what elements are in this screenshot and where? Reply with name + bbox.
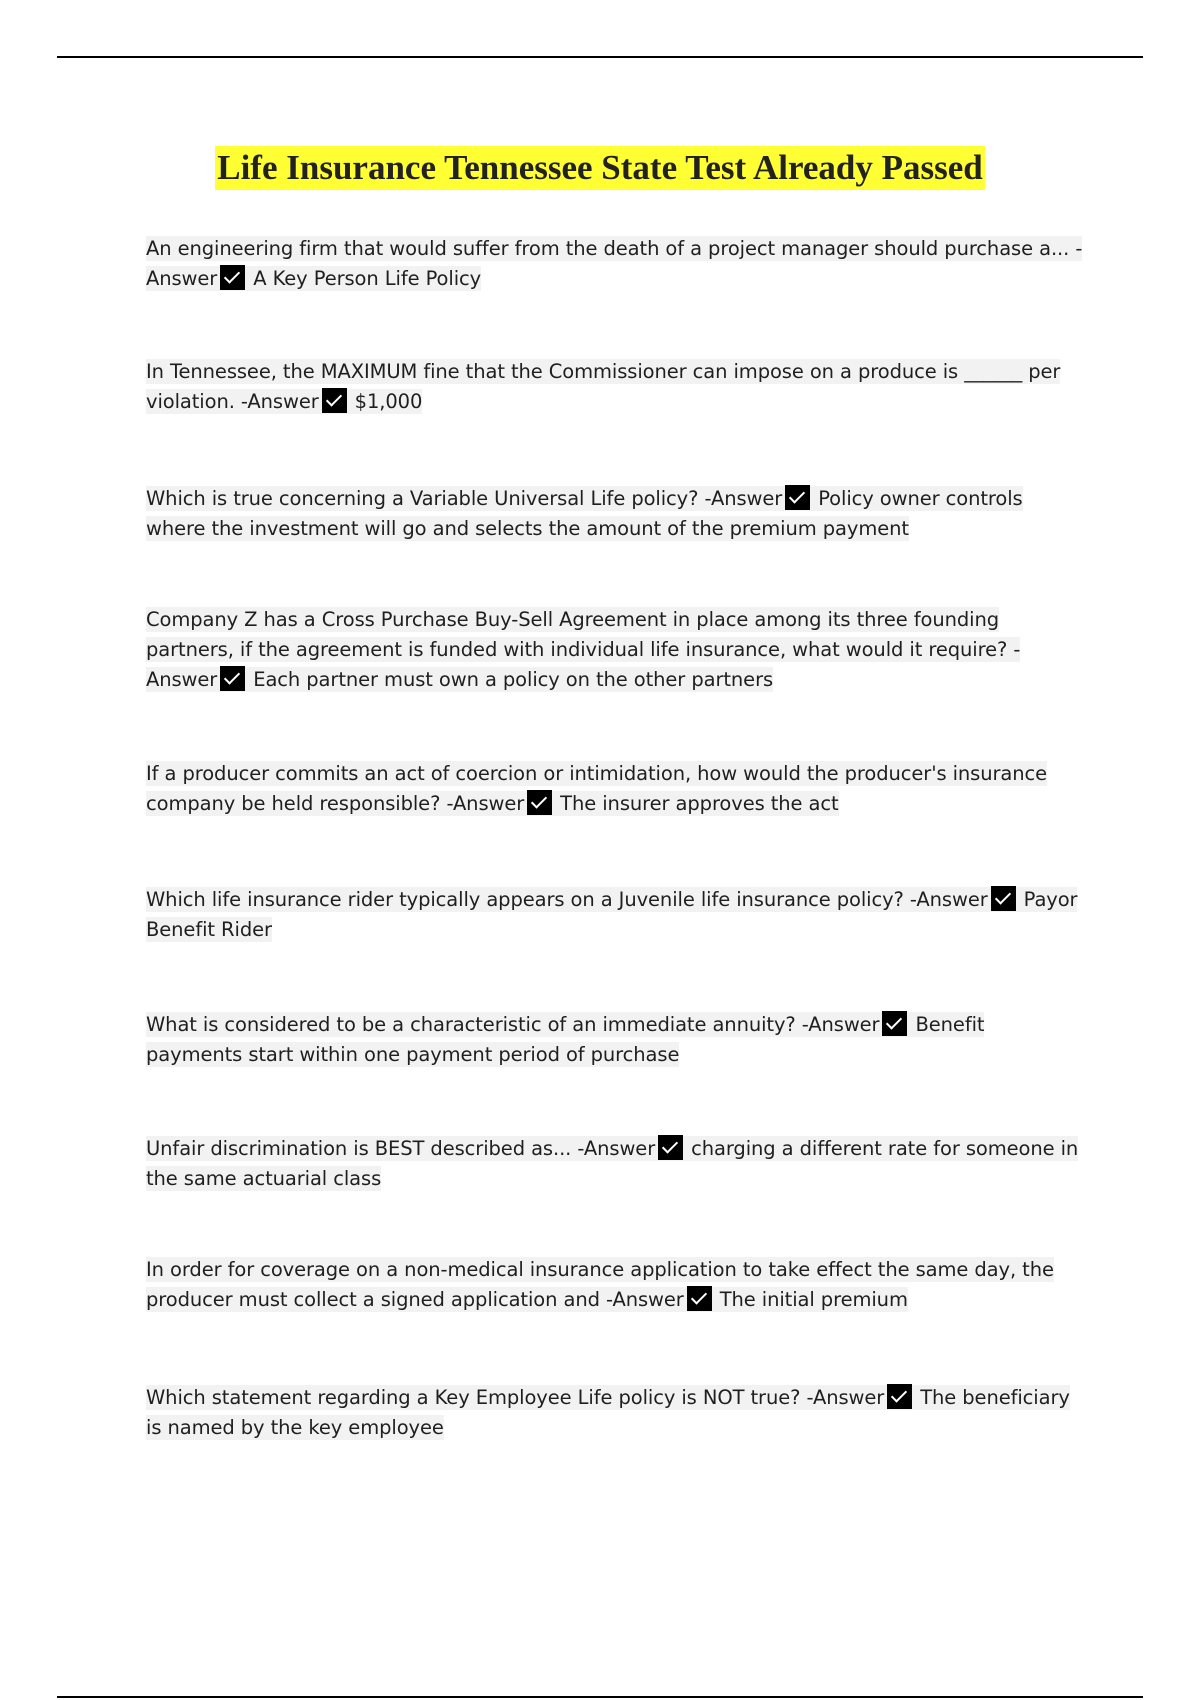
qa-item-4 [146,605,1086,695]
question-text: Which statement regarding a Key Employee Life policy is NOT true? [146,1386,801,1409]
qa-item-5 [146,759,1086,819]
answer-marker: -Answer [909,888,988,911]
question-text: Which is true concerning a Variable Universal Life policy? [146,487,699,510]
checkmark-icon [322,388,347,413]
qa-item-9 [146,1255,1086,1315]
answer-text: charging a different rate for someone in the same actuarial class [146,1137,1079,1190]
checkmark-icon [220,265,245,290]
answer-text: $1,000 [354,390,423,413]
answer-marker: -Answer [146,237,1083,290]
qa-item-1 [146,234,1086,294]
question-text: What is considered to be a characteristic of an immediate annuity? [146,1013,796,1036]
answer-text: Policy owner controls where the investment will go and selects the amount of the premium payment [146,487,1023,540]
checkmark-icon [887,1384,912,1409]
checkmark-icon [658,1135,683,1160]
answer-text: Benefit payments start within one payment period of purchase [146,1013,985,1066]
checkmark-icon [882,1011,907,1036]
checkmark-icon [687,1286,712,1311]
question-text: An engineering firm that would suffer from the death of a project manager should purchase a... [146,237,1070,260]
answer-text: The insurer approves the act [560,792,839,815]
bottom-divider [57,1696,1143,1698]
answer-text: A Key Person Life Policy [253,267,482,290]
answer-marker: -Answer [605,1288,684,1311]
question-text: Which life insurance rider typically appears on a Juvenile life insurance policy? [146,888,904,911]
qa-item-3 [146,484,1086,544]
qa-item-8 [146,1134,1086,1194]
question-text: In Tennessee, the MAXIMUM fine that the Commissioner can impose on a produce is ______ per violation. [146,360,1061,413]
qa-item-2 [146,357,1086,417]
top-divider [57,56,1143,58]
checkmark-icon [785,485,810,510]
answer-text: Each partner must own a policy on the other partners [253,668,774,691]
checkmark-icon [991,886,1016,911]
checkmark-icon [527,790,552,815]
answer-marker: -Answer [446,792,525,815]
answer-marker: -Answer [704,487,783,510]
answer-text: Payor Benefit Rider [146,888,1078,941]
answer-marker: -Answer [577,1137,656,1160]
question-text: Unfair discrimination is BEST described as... [146,1137,572,1160]
title-container [0,146,1200,190]
question-text: If a producer commits an act of coercion or intimidation, how would the producer's insurance company be held responsible? [146,762,1048,815]
checkmark-icon [220,666,245,691]
question-text: Company Z has a Cross Purchase Buy-Sell Agreement in place among its three founding partners, if the agreement is funded with individual life insurance, what would it require? [146,608,1008,661]
qa-item-10 [146,1383,1086,1443]
answer-text: The initial premium [719,1288,908,1311]
answer-marker: -Answer [146,638,1021,691]
answer-text: The beneficiary is named by the key employee [146,1386,1070,1439]
qa-item-7 [146,1010,1086,1070]
answer-marker: -Answer [240,390,319,413]
answer-marker: -Answer [806,1386,885,1409]
question-text: In order for coverage on a non-medical insurance application to take effect the same day, the producer must collect a signed application and [146,1258,1054,1311]
answer-marker: -Answer [801,1013,880,1036]
qa-item-6 [146,885,1086,945]
document-title: Life Insurance Tennessee State Test Already Passed [215,146,985,190]
